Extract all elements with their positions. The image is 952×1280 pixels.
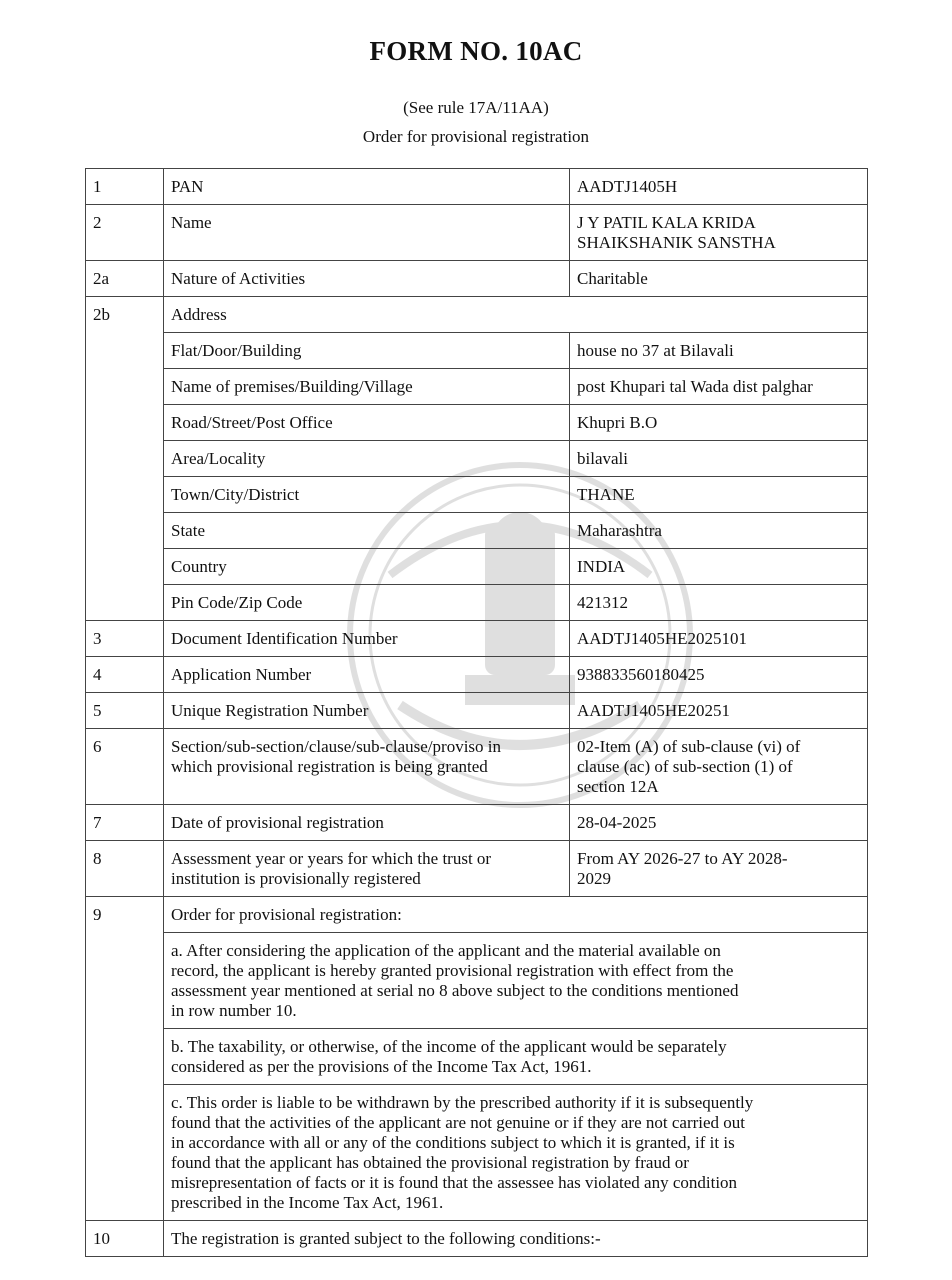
row-order-clause-c	[86, 1085, 868, 1221]
row-application-number	[86, 657, 868, 693]
value-line: J Y PATIL KALA KRIDA	[577, 213, 756, 232]
clause-line: c. This order is liable to be withdrawn by the prescribed authority if it is subsequently	[171, 1093, 754, 1112]
serial-number: 2b	[86, 297, 164, 621]
rule-reference: (See rule 17A/11AA)	[403, 98, 549, 117]
label-line: which provisional registration is being granted	[171, 757, 488, 776]
row-registration-date	[86, 805, 868, 841]
clause-line: in accordance with all or any of the conditions subject to which it is granted, if it is	[171, 1133, 735, 1152]
order-heading: Order for provisional registration:	[164, 897, 868, 933]
field-label: Town/City/District	[164, 477, 570, 513]
row-address	[86, 297, 868, 333]
serial-number: 7	[86, 805, 164, 841]
value-line: 02-Item (A) of sub-clause (vi) of	[577, 737, 801, 756]
row-town	[86, 477, 868, 513]
row-document-id	[86, 621, 868, 657]
field-label	[164, 841, 570, 897]
serial-number: 4	[86, 657, 164, 693]
field-value: INDIA	[570, 549, 868, 585]
row-registration-number	[86, 693, 868, 729]
label-line: Section/sub-section/clause/sub-clause/proviso in	[171, 737, 502, 756]
order-clause-c	[164, 1085, 868, 1221]
field-value: AADTJ1405H	[570, 169, 868, 205]
value-line: From AY 2026-27 to AY 2028-	[577, 849, 788, 868]
row-area	[86, 441, 868, 477]
clause-line: misrepresentation of facts or it is found that the assessee has violated any condition	[171, 1173, 738, 1192]
row-section	[86, 729, 868, 805]
field-label: State	[164, 513, 570, 549]
clause-line: a. After considering the application of the applicant and the material available on	[171, 941, 721, 960]
field-value: 28-04-2025	[570, 805, 868, 841]
field-label: Pin Code/Zip Code	[164, 585, 570, 621]
field-label: Area/Locality	[164, 441, 570, 477]
field-value: AADTJ1405HE20251	[570, 693, 868, 729]
row-order-heading	[86, 897, 868, 933]
clause-line: considered as per the provisions of the Income Tax Act, 1961.	[171, 1057, 592, 1076]
clause-line: prescribed in the Income Tax Act, 1961.	[171, 1193, 444, 1212]
clause-line: found that the applicant has obtained the provisional registration by fraud or	[171, 1153, 689, 1172]
field-label	[164, 729, 570, 805]
value-line: 2029	[577, 869, 611, 888]
row-order-clause-b	[86, 1029, 868, 1085]
row-pan	[86, 169, 868, 205]
clause-line: b. The taxability, or otherwise, of the income of the applicant would be separately	[171, 1037, 727, 1056]
field-label: Document Identification Number	[164, 621, 570, 657]
serial-number: 2a	[86, 261, 164, 297]
clause-line: record, the applicant is hereby granted provisional registration with effect from the	[171, 961, 734, 980]
row-country	[86, 549, 868, 585]
registration-table	[85, 168, 868, 1257]
clause-line: in row number 10.	[171, 1001, 297, 1020]
field-value: Maharashtra	[570, 513, 868, 549]
value-line: clause (ac) of sub-section (1) of	[577, 757, 793, 776]
row-name	[86, 205, 868, 261]
field-value: 421312	[570, 585, 868, 621]
serial-number: 9	[86, 897, 164, 1221]
order-clause-b	[164, 1029, 868, 1085]
serial-number: 10	[86, 1221, 164, 1257]
field-label: Flat/Door/Building	[164, 333, 570, 369]
label-line: Assessment year or years for which the trust or	[171, 849, 492, 868]
serial-number: 8	[86, 841, 164, 897]
field-value	[570, 205, 868, 261]
value-line: SHAIKSHANIK SANSTHA	[577, 233, 776, 252]
field-value: AADTJ1405HE2025101	[570, 621, 868, 657]
row-order-clause-a	[86, 933, 868, 1029]
label-line: institution is provisionally registered	[171, 869, 421, 888]
field-value: Khupri B.O	[570, 405, 868, 441]
serial-number: 2	[86, 205, 164, 261]
field-label: Name	[164, 205, 570, 261]
row-assessment-year	[86, 841, 868, 897]
clause-line: found that the activities of the applicant are not genuine or if they are not carried out	[171, 1113, 746, 1132]
field-label: Application Number	[164, 657, 570, 693]
row-nature-of-activities	[86, 261, 868, 297]
field-value	[570, 841, 868, 897]
serial-number: 6	[86, 729, 164, 805]
serial-number: 1	[86, 169, 164, 205]
conditions-heading: The registration is granted subject to the following conditions:-	[164, 1221, 868, 1257]
form-subtitle: Order for provisional registration	[362, 127, 590, 146]
field-label: Name of premises/Building/Village	[164, 369, 570, 405]
field-label: PAN	[164, 169, 570, 205]
order-clause-a	[164, 933, 868, 1029]
row-premises	[86, 369, 868, 405]
field-value: house no 37 at Bilavali	[570, 333, 868, 369]
field-value: bilavali	[570, 441, 868, 477]
field-label: Unique Registration Number	[164, 693, 570, 729]
field-value: THANE	[570, 477, 868, 513]
field-label: Road/Street/Post Office	[164, 405, 570, 441]
row-flat	[86, 333, 868, 369]
field-value: Charitable	[570, 261, 868, 297]
field-label: Country	[164, 549, 570, 585]
value-line: section 12A	[577, 777, 659, 796]
field-label: Address	[164, 297, 868, 333]
field-value	[570, 729, 868, 805]
row-road	[86, 405, 868, 441]
field-value: post Khupari tal Wada dist palghar	[570, 369, 868, 405]
field-label: Date of provisional registration	[164, 805, 570, 841]
row-state	[86, 513, 868, 549]
form-title: FORM NO. 10AC	[369, 36, 583, 66]
row-conditions	[86, 1221, 868, 1257]
field-value: 938833560180425	[570, 657, 868, 693]
field-label: Nature of Activities	[164, 261, 570, 297]
serial-number: 5	[86, 693, 164, 729]
clause-line: assessment year mentioned at serial no 8 above subject to the conditions mentioned	[171, 981, 739, 1000]
serial-number: 3	[86, 621, 164, 657]
row-pin	[86, 585, 868, 621]
